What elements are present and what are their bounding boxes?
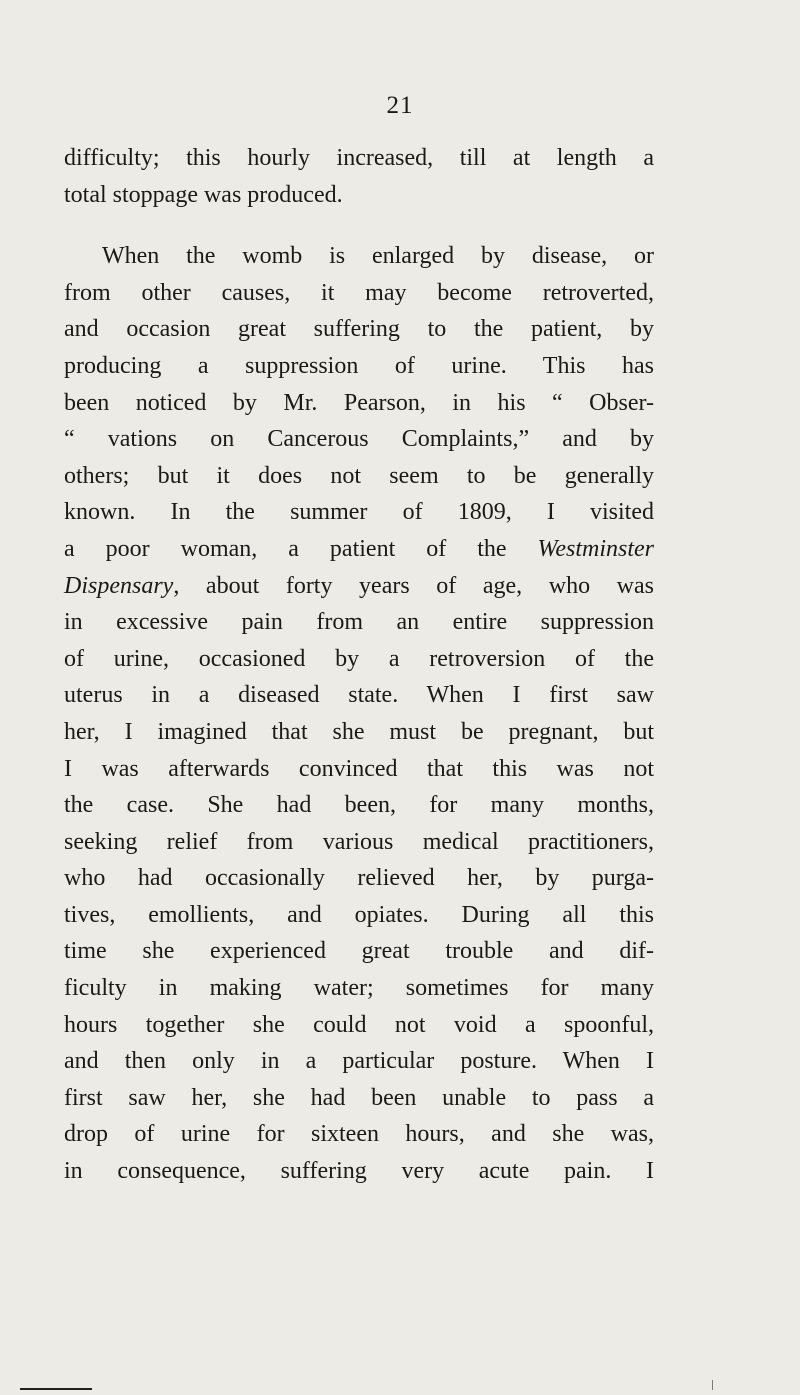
text-line: I was afterwards convinced that this was not [64,755,654,782]
text-line: of urine, occasioned by a retroversion of the [64,645,654,672]
text-line: and occasion great suffering to the patient, by [64,316,654,343]
paragraph-2 [64,238,654,1189]
text-line: known. In the summer of 1809, I visited [64,499,654,526]
text-line: ficulty in making water; sometimes for many [64,975,654,1002]
body-text [64,140,654,1190]
italic-text: Westminster [537,535,654,562]
text-line: drop of urine for sixteen hours, and she was, [64,1121,654,1148]
text-segment: , about forty years of age, who was [173,572,654,599]
text-line: When the womb is enlarged by disease, or [102,243,654,270]
text-line: difficulty; this hourly increased, till at length a [64,145,654,171]
text-line: the case. She had been, for many months, [64,792,654,819]
text-line: hours together she could not void a spoonful, [64,1011,654,1038]
text-line: and then only in a particular posture. When I [64,1048,654,1075]
text-line: uterus in a diseased state. When I first saw [64,682,654,709]
scan-edge-mark [712,1380,713,1390]
text-line: in excessive pain from an entire suppression [64,609,654,636]
text-line: tives, emollients, and opiates. During all this [64,901,654,928]
page-number: 21 [386,92,414,119]
text-line: “ vations on Cancerous Complaints,” and by [64,426,654,453]
text-line: been noticed by Mr. Pearson, in his “ Obser- [64,389,654,416]
text-line: others; but it does not seem to be generally [64,462,654,489]
text-segment: a poor woman, a patient of the [64,535,538,562]
text-line: from other causes, it may become retroverted, [64,279,654,306]
text-line: seeking relief from various medical practitioners, [64,828,654,855]
paragraph-1 [64,140,654,213]
scan-edge-mark [20,1388,92,1390]
text-line: in consequence, suffering very acute pain. I [64,1158,654,1185]
text-line: total stoppage was produced. [64,181,343,208]
text-line: producing a suppression of urine. This has [64,352,654,379]
italic-text: Dispensary [64,572,174,599]
text-line [64,568,654,605]
text-line [64,531,654,568]
text-line: first saw her, she had been unable to pass a [64,1084,654,1111]
text-line: time she experienced great trouble and dif- [64,938,654,965]
text-line: who had occasionally relieved her, by purga- [64,865,654,892]
text-line: her, I imagined that she must be pregnant, but [64,718,654,745]
